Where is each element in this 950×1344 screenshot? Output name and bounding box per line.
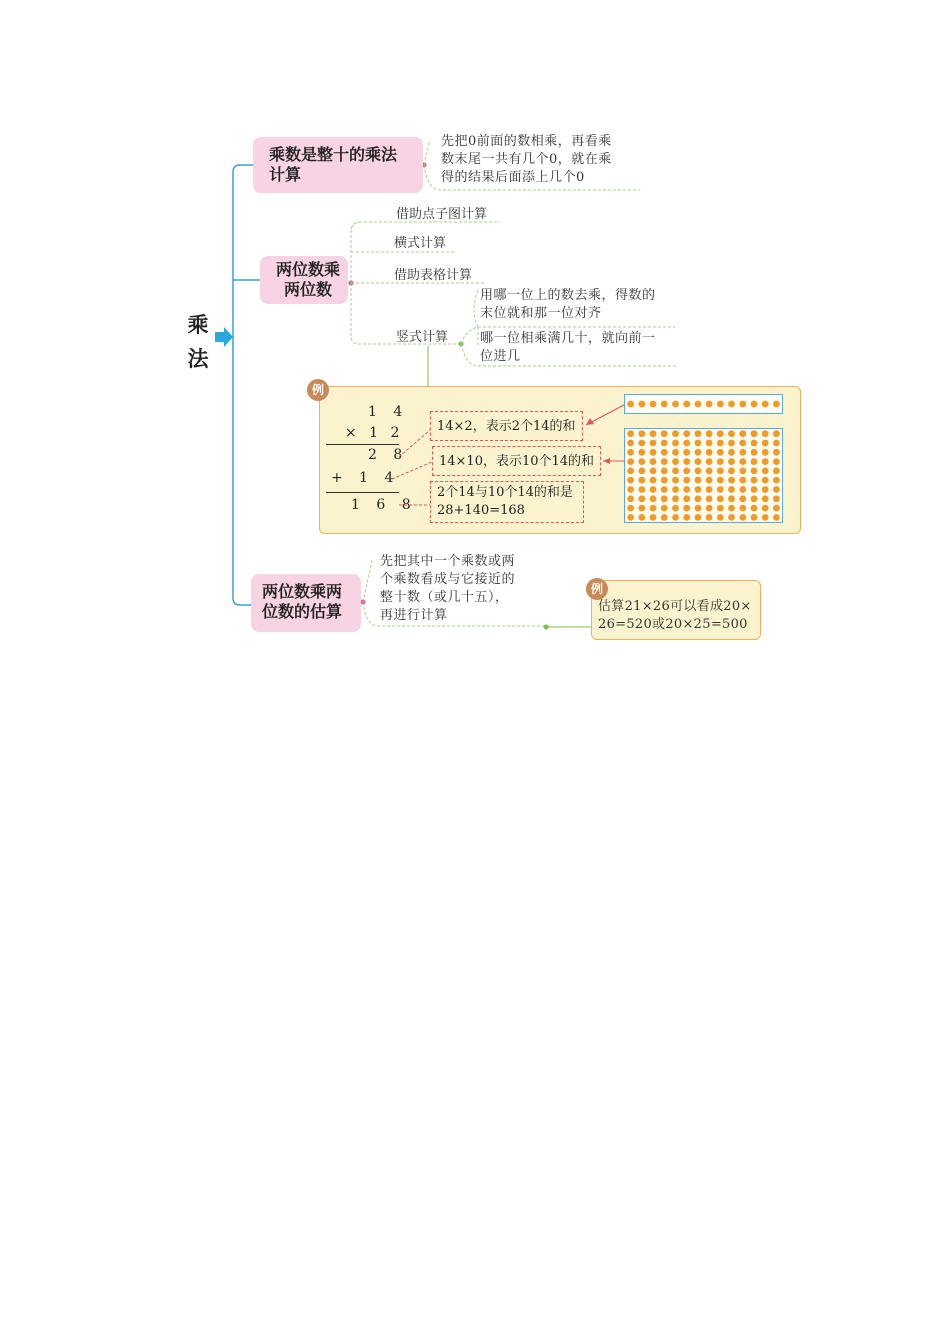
dot xyxy=(728,514,735,521)
dot xyxy=(706,477,713,484)
dot-grid-small xyxy=(624,394,783,414)
dot xyxy=(739,505,746,512)
dot xyxy=(739,468,746,475)
dot-grid-small-svg xyxy=(625,395,782,413)
dot xyxy=(762,505,769,512)
note-line: 数末尾一共有几个0，就在乘 xyxy=(441,152,612,167)
dot xyxy=(638,440,645,447)
dot xyxy=(717,430,724,437)
dot xyxy=(627,477,634,484)
dot xyxy=(706,486,713,493)
dot xyxy=(762,440,769,447)
dot xyxy=(728,495,735,502)
dot xyxy=(661,505,668,512)
dot xyxy=(638,449,645,456)
dot xyxy=(751,477,758,484)
example-badge: 例 xyxy=(307,379,329,401)
dot xyxy=(650,505,657,512)
dot xyxy=(627,495,634,502)
dot xyxy=(706,468,713,475)
item-vertical-calc: 竖式计算 xyxy=(396,330,449,345)
dot xyxy=(773,495,780,502)
dot xyxy=(650,401,657,408)
calc-row-multiplier: × 1 2 xyxy=(345,425,404,441)
dot xyxy=(627,505,634,512)
topic-line: 计算 xyxy=(269,165,302,184)
dot xyxy=(650,449,657,456)
dot xyxy=(661,440,668,447)
dot xyxy=(627,486,634,493)
dot xyxy=(751,505,758,512)
dot xyxy=(751,430,758,437)
calc-row-result: 1 6 8 xyxy=(351,497,417,513)
dot xyxy=(638,430,645,437)
dot xyxy=(751,449,758,456)
dot-grid-large-svg xyxy=(625,429,782,522)
dot xyxy=(683,449,690,456)
dot xyxy=(773,458,780,465)
dot xyxy=(739,449,746,456)
dot xyxy=(728,440,735,447)
dot xyxy=(650,468,657,475)
dot xyxy=(717,505,724,512)
dot xyxy=(717,514,724,521)
dot xyxy=(638,401,645,408)
dot xyxy=(672,477,679,484)
dot xyxy=(650,440,657,447)
dot xyxy=(683,458,690,465)
root-title-line2: 法 xyxy=(187,347,209,371)
example-badge: 例 xyxy=(586,578,608,600)
dot xyxy=(728,449,735,456)
example-line: 估算21×26可以看成20× xyxy=(598,599,752,614)
dot xyxy=(773,449,780,456)
topic-line: 乘数是整十的乘法 xyxy=(269,145,398,164)
example-line: 26=520或20×25=500 xyxy=(598,617,748,632)
dot xyxy=(638,477,645,484)
dot xyxy=(683,486,690,493)
dot xyxy=(661,514,668,521)
dot xyxy=(638,514,645,521)
dot xyxy=(717,495,724,502)
dot xyxy=(762,430,769,437)
dot xyxy=(728,505,735,512)
dot xyxy=(706,401,713,408)
dot xyxy=(661,468,668,475)
dot xyxy=(751,458,758,465)
dot xyxy=(728,468,735,475)
root-title-line1: 乘 xyxy=(187,313,209,337)
dot xyxy=(638,486,645,493)
dot xyxy=(739,440,746,447)
item-dot-diagram: 借助点子图计算 xyxy=(396,207,488,222)
example-estimation-text xyxy=(598,598,752,634)
calc-row-partial2: + 1 4 xyxy=(331,470,400,486)
dot xyxy=(672,440,679,447)
topic-line: 两位数乘两 xyxy=(262,582,343,601)
note-line: 整十数（或几十五）， xyxy=(380,590,509,605)
note-line: 先把0前面的数相乘，再看乘 xyxy=(441,134,612,149)
dot xyxy=(627,449,634,456)
dot xyxy=(627,430,634,437)
dot xyxy=(672,401,679,408)
dot xyxy=(695,458,702,465)
dot xyxy=(683,514,690,521)
dot xyxy=(672,458,679,465)
dot xyxy=(739,458,746,465)
note-estimation-rule xyxy=(380,553,515,625)
dot xyxy=(751,514,758,521)
dot xyxy=(762,486,769,493)
dot xyxy=(739,401,746,408)
dot xyxy=(683,401,690,408)
dot-grid-large xyxy=(624,428,783,523)
dot xyxy=(751,486,758,493)
dot xyxy=(773,430,780,437)
dot xyxy=(706,458,713,465)
item-horizontal-calc: 横式计算 xyxy=(394,236,447,251)
dot xyxy=(739,495,746,502)
dot xyxy=(695,440,702,447)
note-line: 哪一位相乘满几十，就向前一 xyxy=(480,331,656,346)
dot xyxy=(661,477,668,484)
dot xyxy=(672,514,679,521)
dot xyxy=(695,449,702,456)
dot xyxy=(717,440,724,447)
dot xyxy=(661,495,668,502)
note-line: 用哪一位上的数去乘，得数的 xyxy=(480,288,656,303)
dot xyxy=(717,486,724,493)
dot xyxy=(638,458,645,465)
explain-box-14x10: 14×10，表示10个14的和 xyxy=(432,446,601,476)
dot xyxy=(638,505,645,512)
dot xyxy=(706,495,713,502)
dot xyxy=(695,505,702,512)
dot xyxy=(661,401,668,408)
dot xyxy=(672,505,679,512)
dot xyxy=(728,477,735,484)
dot xyxy=(717,449,724,456)
dot xyxy=(717,468,724,475)
explain-line: 28+140=168 xyxy=(437,503,525,518)
dot xyxy=(773,514,780,521)
dot xyxy=(683,495,690,502)
dot xyxy=(762,477,769,484)
dot xyxy=(672,486,679,493)
dot xyxy=(762,401,769,408)
dot xyxy=(739,486,746,493)
dot xyxy=(627,440,634,447)
dot xyxy=(762,458,769,465)
topic-line: 位数的估算 xyxy=(262,602,343,621)
dot xyxy=(695,430,702,437)
dot xyxy=(739,514,746,521)
dot xyxy=(706,514,713,521)
dot xyxy=(762,514,769,521)
dot xyxy=(728,430,735,437)
calc-row-partial1: 2 8 xyxy=(368,447,409,463)
dot xyxy=(706,430,713,437)
dot xyxy=(672,468,679,475)
dot xyxy=(695,514,702,521)
dot xyxy=(762,468,769,475)
dot xyxy=(706,449,713,456)
dot xyxy=(650,458,657,465)
dot xyxy=(650,477,657,484)
dot xyxy=(773,486,780,493)
topic-line: 两位数 xyxy=(283,280,332,299)
dot xyxy=(706,440,713,447)
dot xyxy=(773,505,780,512)
note-line: 再进行计算 xyxy=(380,608,448,623)
item-table-calc: 借助表格计算 xyxy=(394,268,473,283)
dot xyxy=(661,430,668,437)
note-line: 个乘数看成与它接近的 xyxy=(380,572,516,587)
dot xyxy=(638,495,645,502)
dot xyxy=(627,401,634,408)
dot xyxy=(751,468,758,475)
dot xyxy=(695,401,702,408)
dot xyxy=(672,430,679,437)
dot xyxy=(728,401,735,408)
dot xyxy=(661,458,668,465)
dot xyxy=(627,514,634,521)
note-line: 末位就和那一位对齐 xyxy=(480,306,602,321)
dot xyxy=(706,505,713,512)
dot xyxy=(695,486,702,493)
dot xyxy=(695,495,702,502)
dot xyxy=(728,486,735,493)
explain-line: 2个14与10个14的和是 xyxy=(437,485,573,500)
dot xyxy=(672,495,679,502)
dot xyxy=(773,440,780,447)
dot xyxy=(751,401,758,408)
dot xyxy=(773,477,780,484)
dot xyxy=(661,449,668,456)
dot xyxy=(695,468,702,475)
dot xyxy=(683,477,690,484)
dot xyxy=(650,430,657,437)
dot xyxy=(650,495,657,502)
dot xyxy=(650,486,657,493)
note-line: 得的结果后面添上几个0 xyxy=(441,170,585,185)
dot xyxy=(751,495,758,502)
dot xyxy=(683,430,690,437)
dot xyxy=(672,449,679,456)
dot xyxy=(683,505,690,512)
dot xyxy=(683,468,690,475)
dot xyxy=(683,440,690,447)
dot xyxy=(627,468,634,475)
dot xyxy=(762,449,769,456)
calc-row-multiplicand: 1 4 xyxy=(368,404,409,420)
topic-line: 两位数乘 xyxy=(275,260,340,279)
dot xyxy=(717,477,724,484)
dot xyxy=(773,468,780,475)
dot xyxy=(661,486,668,493)
dot xyxy=(717,401,724,408)
note-line: 位进几 xyxy=(480,349,521,364)
dot xyxy=(627,458,634,465)
dot xyxy=(638,468,645,475)
dot xyxy=(739,477,746,484)
dot xyxy=(717,458,724,465)
dot xyxy=(751,440,758,447)
dot xyxy=(650,514,657,521)
dot xyxy=(739,430,746,437)
dot xyxy=(728,458,735,465)
note-line: 先把其中一个乘数或两 xyxy=(380,554,516,569)
explain-box-14x2: 14×2，表示2个14的和 xyxy=(430,411,583,441)
dot xyxy=(695,477,702,484)
dot xyxy=(773,401,780,408)
dot xyxy=(762,495,769,502)
